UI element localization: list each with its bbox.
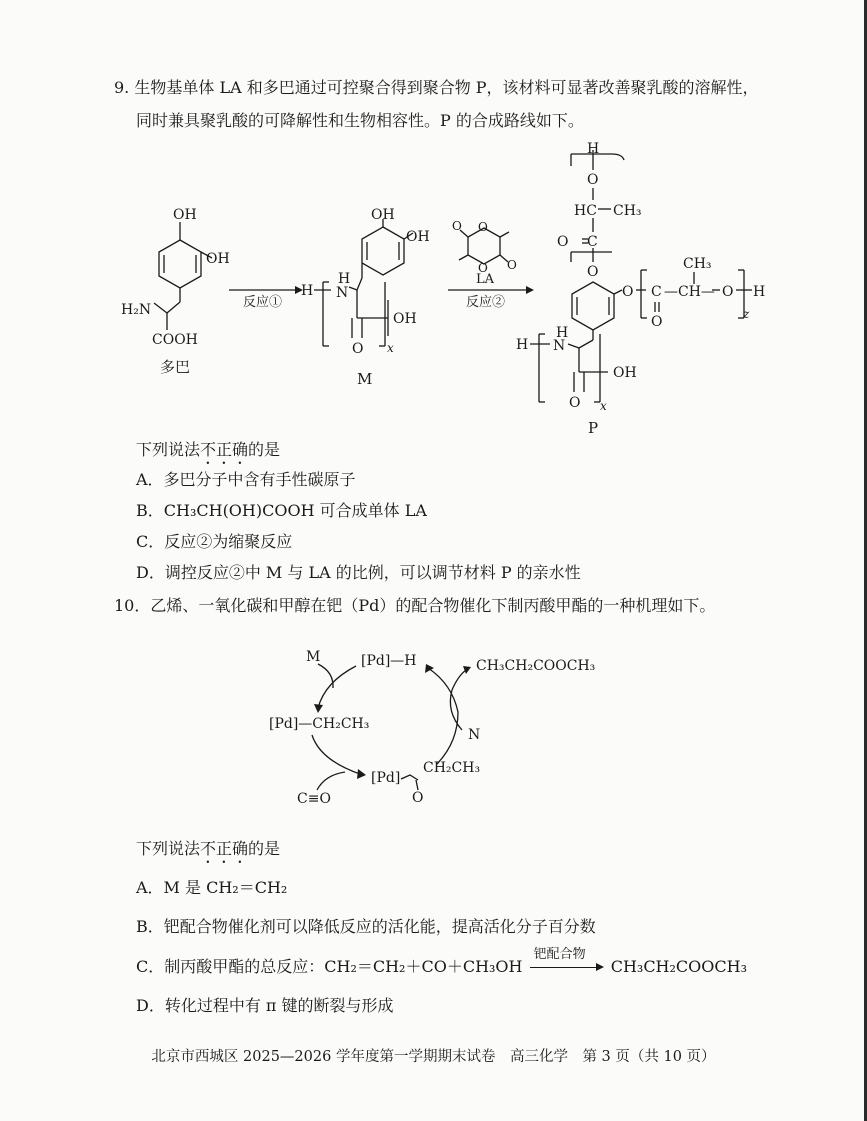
p-right-o: O bbox=[622, 284, 634, 300]
p-top-o: O bbox=[587, 172, 599, 188]
q10-option-d: D．转化过程中有 π 键的断裂与形成 bbox=[136, 996, 394, 1015]
q10-option-c bbox=[136, 947, 748, 977]
m-oh-acid: OH bbox=[393, 311, 417, 327]
q10-prompt-pre: 下列说法 bbox=[136, 839, 201, 858]
q9-stem-line2: 同时兼具聚乳酸的可降解性和生物相容性。P 的合成路线如下。 bbox=[136, 111, 584, 130]
la-carbonyl-o-left: O bbox=[452, 219, 462, 233]
q9-prompt-post: 的是 bbox=[248, 440, 281, 459]
p-z: z bbox=[743, 307, 750, 321]
p-right-ch3: CH₃ bbox=[683, 256, 712, 272]
q10-option-c-reactants: C．制丙酸甲酯的总反应：CH₂＝CH₂＋CO＋CH₃OH bbox=[136, 957, 523, 976]
p-label: P bbox=[588, 419, 599, 437]
la-o-bottom: O bbox=[478, 261, 488, 275]
page-footer: 北京市西城区 2025—2026 学年度第一学期期末试卷 高三化学 第 3 页（共 10 页） bbox=[151, 1049, 716, 1065]
p-top-c: C bbox=[587, 234, 598, 250]
q10-option-c-product: CH₃CH₂COOCH₃ bbox=[610, 957, 748, 976]
p-right-carbonyl-o: O bbox=[651, 314, 663, 330]
dopa-oh-right: OH bbox=[206, 251, 230, 267]
q10-option-c-catalyst: 钯配合物 bbox=[533, 947, 586, 962]
p-left-h: H bbox=[516, 337, 529, 353]
p-right-end-o: O bbox=[722, 284, 734, 300]
acyl-bond bbox=[401, 775, 418, 780]
acyl-co-bond bbox=[416, 780, 418, 790]
m-n: N bbox=[336, 285, 349, 301]
p-bottom-oh: OH bbox=[613, 365, 637, 381]
m-oh-top: OH bbox=[371, 207, 395, 223]
q9-option-d: D．调控反应②中 M 与 LA 的比例，可以调节材料 P 的亲水性 bbox=[136, 563, 581, 582]
cycle-arc-bottom-left bbox=[312, 735, 360, 774]
dopa-h2n: H₂N bbox=[121, 302, 152, 318]
m-o: O bbox=[352, 341, 364, 357]
q9-option-c: C．反应②为缩聚反应 bbox=[136, 532, 293, 551]
q10-option-a: A．M 是 CH₂＝CH₂ bbox=[136, 878, 288, 897]
cycle-acyl-o: O bbox=[412, 790, 424, 806]
p-right-ch: —CH— bbox=[664, 284, 715, 300]
dopa-oh-top: OH bbox=[173, 207, 197, 223]
dopa-label: 多巴 bbox=[160, 358, 191, 376]
q10-stem: 10．乙烯、一氧化碳和甲醇在钯（Pd）的配合物催化下制丙酸甲酯的一种机理如下。 bbox=[114, 596, 716, 615]
arrow2-top-label: LA bbox=[476, 272, 495, 287]
q9-prompt-pre: 下列说法 bbox=[136, 440, 201, 459]
p-n: N bbox=[553, 338, 566, 354]
cycle-co: C≡O bbox=[297, 791, 331, 807]
cycle-arc-n-join bbox=[450, 670, 466, 730]
p-nh-h: H bbox=[556, 325, 569, 341]
cycle-n: N bbox=[468, 727, 481, 743]
cycle-product: CH₃CH₂COOCH₃ bbox=[476, 658, 596, 674]
m-x: x bbox=[387, 341, 394, 355]
p-right-c: C bbox=[651, 284, 662, 300]
m-nh-h: H bbox=[338, 271, 351, 287]
q9-stem-line1: 9. 生物基单体 LA 和多巴通过可控聚合得到聚合物 P，该材料可显著改善聚乳酸的溶解性， bbox=[114, 78, 759, 97]
p-top-ch3: CH₃ bbox=[613, 203, 642, 219]
cycle-arc-co-join bbox=[317, 772, 345, 790]
m-label: M bbox=[357, 370, 373, 388]
cycle-pd-acyl: [Pd] bbox=[371, 770, 401, 786]
q9-option-b: B．CH₃CH(OH)COOH 可合成单体 LA bbox=[136, 501, 427, 520]
cycle-pd-h: [Pd]—H bbox=[361, 653, 417, 669]
q10-option-b: B．钯配合物催化剂可以降低反应的活化能，提高活化分子百分数 bbox=[136, 917, 596, 936]
p-top-carbonyl-o: O bbox=[557, 234, 569, 250]
la-carbonyl-o-right: O bbox=[507, 258, 517, 272]
arrow2-bottom-label: 反应② bbox=[466, 295, 506, 310]
p-top-hc: HC bbox=[574, 203, 597, 219]
arrow1-label: 反应① bbox=[243, 295, 283, 310]
p-top-h: H bbox=[587, 141, 600, 157]
cycle-acyl-ethyl: CH₂CH₃ bbox=[423, 760, 481, 776]
p-bottom-o: O bbox=[569, 395, 581, 411]
q9-prompt-emphasis: 不正确 bbox=[200, 440, 249, 459]
q10-prompt-post: 的是 bbox=[248, 839, 281, 858]
p-x: x bbox=[600, 399, 607, 413]
cycle-m: M bbox=[306, 649, 321, 665]
m-h: H bbox=[301, 283, 314, 299]
q10-option-c-arrow bbox=[530, 947, 604, 977]
q9-option-a: A．多巴分子中含有手性碳原子 bbox=[136, 470, 356, 489]
p-ring-o-top: O bbox=[587, 264, 599, 280]
cycle-pd-ethyl: [Pd]—CH₂CH₃ bbox=[269, 716, 370, 732]
dopa-cooh: COOH bbox=[152, 332, 198, 348]
p-right-end-h: H bbox=[753, 284, 766, 300]
cycle-arc-top-left bbox=[318, 666, 356, 708]
q10-prompt-emphasis: 不正确 bbox=[200, 839, 249, 858]
la-o-top: O bbox=[478, 220, 488, 234]
q10-prompt bbox=[136, 839, 280, 867]
m-oh-right: OH bbox=[406, 229, 430, 245]
